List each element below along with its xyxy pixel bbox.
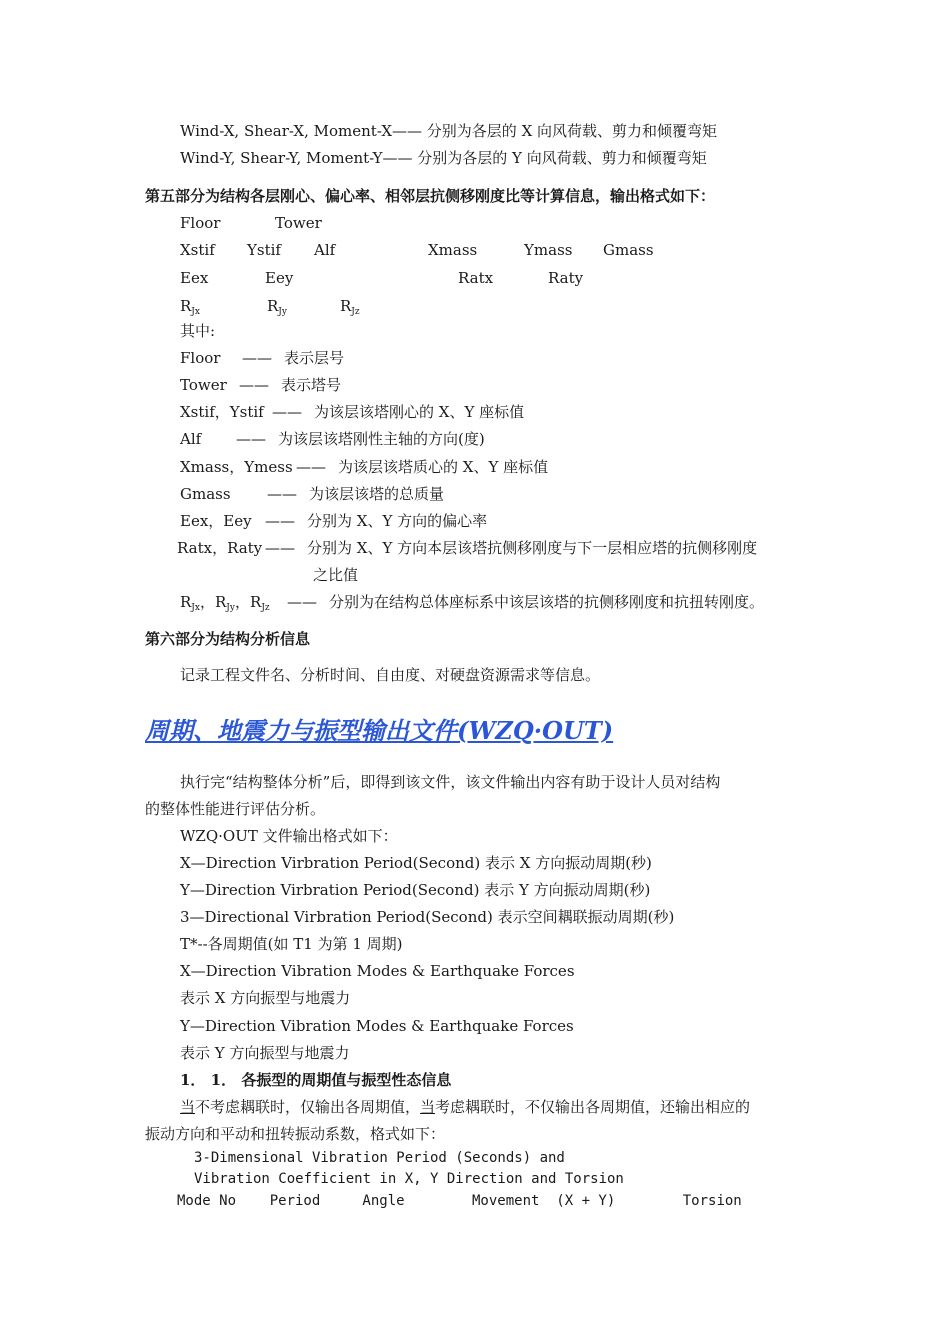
- code-line-2: Vibration Coefficient in X, Y Direction and Torsion: [194, 1171, 624, 1187]
- 3d-period-line: 3—Directional Virbration Period(Second) 表示空间耦联振动周期(秒): [180, 908, 675, 926]
- def-xstif-term: Xstif，Ystif: [180, 403, 264, 421]
- def-gmass-term: Gmass: [180, 485, 231, 503]
- def-tower-term: Tower: [180, 376, 227, 394]
- def-eex-dash: ——: [265, 512, 295, 530]
- def-alf-desc: 为该层该塔刚性主轴的方向(度): [278, 430, 485, 448]
- y-modes-cn-line: 表示 Y 方向振型与地震力: [180, 1044, 350, 1062]
- def-floor-desc: 表示层号: [284, 349, 345, 367]
- format-tower: Tower: [275, 214, 322, 232]
- format-ymass: Ymass: [524, 241, 573, 259]
- x-modes-cn-line: 表示 X 方向振型与地震力: [180, 989, 351, 1007]
- def-alf-dash: ——: [236, 430, 266, 448]
- coupling-paragraph-line-1: 当不考虑耦联时，仅输出各周期值，当考虑耦联时，不仅输出各周期值，还输出相应的: [180, 1098, 751, 1116]
- def-ratx-desc: 分别为 X、Y 方向本层该塔抗侧移刚度与下一层相应塔的抗侧移刚度: [307, 539, 758, 557]
- format-rjz: $R_{Jz}$: [340, 297, 360, 317]
- section-title-link[interactable]: 周期、地震力与振型输出文件(WZQ·OUT): [145, 716, 614, 745]
- part6-body: 记录工程文件名、分析时间、自由度、对硬盘资源需求等信息。: [180, 666, 601, 684]
- wind-y-line: Wind-Y, Shear-Y, Moment-Y—— 分别为各层的 Y 向风荷载、剪力和倾覆弯矩: [180, 149, 707, 167]
- def-ratx-term: Ratx，Raty: [177, 539, 263, 557]
- part6-heading: 第六部分为结构分析信息: [145, 630, 311, 648]
- def-floor-term: Floor: [180, 349, 221, 367]
- def-eex-term: Eex，Eey: [180, 512, 252, 530]
- format-eex: Eex: [180, 269, 209, 287]
- part5-heading: 第五部分为结构各层刚心、偏心率、相邻层抗侧移刚度比等计算信息，输出格式如下：: [145, 187, 716, 205]
- def-rj-dash: ——: [287, 593, 317, 611]
- x-period-line: X—Direction Virbration Period(Second) 表示 X 方向振动周期(秒): [180, 854, 652, 872]
- def-xstif-dash: ——: [272, 403, 302, 421]
- def-rj-terms: $R_{Jx}$，$R_{Jy}$，$R_{Jz}$: [180, 593, 270, 613]
- format-alf: Alf: [314, 241, 336, 259]
- wind-x-line: Wind-X, Shear-X, Moment-X—— 分别为各层的 X 向风荷载、剪力和倾覆弯矩: [180, 122, 718, 140]
- format-intro: WZQ·OUT 文件输出格式如下：: [180, 827, 398, 845]
- def-tower-dash: ——: [239, 376, 269, 394]
- intro-line-1: 执行完“结构整体分析”后，即得到该文件，该文件输出内容有助于设计人员对结构: [180, 773, 721, 791]
- def-tower-desc: 表示塔号: [281, 376, 342, 394]
- format-xstif: Xstif: [180, 241, 215, 259]
- def-gmass-desc: 为该层该塔的总质量: [309, 485, 445, 503]
- def-xmass-desc: 为该层该塔质心的 X、Y 座标值: [338, 458, 549, 476]
- format-eey: Eey: [265, 269, 294, 287]
- def-gmass-dash: ——: [267, 485, 297, 503]
- where-label: 其中:: [180, 322, 216, 340]
- def-eex-desc: 分别为 X、Y 方向的偏心率: [307, 512, 488, 530]
- y-period-line: Y—Direction Virbration Period(Second) 表示 Y 方向振动周期(秒): [180, 881, 651, 899]
- y-modes-line: Y—Direction Vibration Modes & Earthquake Forces: [180, 1017, 574, 1035]
- format-raty: Raty: [548, 269, 584, 287]
- def-rj-desc: 分别为在结构总体座标系中该层该塔的抗侧移刚度和抗扭转刚度。: [329, 593, 765, 611]
- def-xmass-term: Xmass，Ymess: [180, 458, 293, 476]
- format-ratx: Ratx: [458, 269, 494, 287]
- intro-line-2: 的整体性能进行评估分析。: [145, 800, 326, 818]
- code-line-1: 3-Dimensional Vibration Period (Seconds) and: [194, 1150, 565, 1166]
- def-ratx-dash: ——: [265, 539, 295, 557]
- def-floor-dash: ——: [242, 349, 272, 367]
- def-xmass-dash: ——: [296, 458, 326, 476]
- def-alf-term: Alf: [180, 430, 202, 448]
- coupling-paragraph-line-2: 振动方向和平动和扭转振动系数，格式如下：: [145, 1125, 446, 1143]
- format-ystif: Ystif: [247, 241, 281, 259]
- t-star-line: T*--各周期值(如 T1 为第 1 周期): [180, 935, 403, 953]
- def-ratx-desc-cont: 之比值: [313, 566, 359, 584]
- code-line-3: Mode No Period Angle Movement (X + Y) Torsion: [177, 1193, 742, 1209]
- format-rjy: $R_{Jy}$: [267, 297, 287, 317]
- def-xstif-desc: 为该层该塔刚心的 X、Y 座标值: [314, 403, 525, 421]
- x-modes-line: X—Direction Vibration Modes & Earthquake Forces: [180, 962, 575, 980]
- format-floor: Floor: [180, 214, 221, 232]
- subsection-heading: 1． 1． 各振型的周期值与振型性态信息: [180, 1071, 452, 1089]
- format-xmass: Xmass: [428, 241, 478, 259]
- format-gmass: Gmass: [603, 241, 654, 259]
- format-rjx: $R_{Jx}$: [180, 297, 200, 317]
